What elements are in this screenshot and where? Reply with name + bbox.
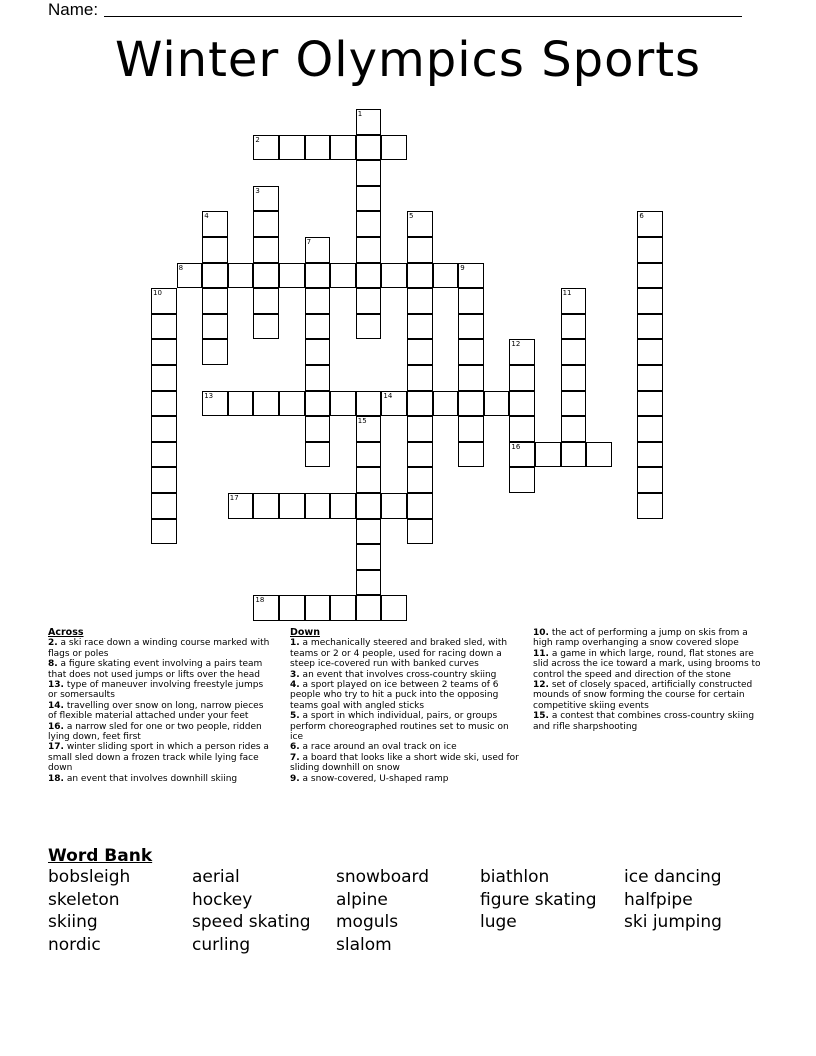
grid-cell[interactable] [151, 519, 177, 545]
grid-cell[interactable] [433, 263, 459, 289]
grid-cell[interactable] [561, 391, 587, 417]
grid-cell[interactable] [279, 595, 305, 621]
down-clues-continued [533, 628, 761, 732]
grid-cell[interactable] [305, 288, 331, 314]
down-clue-4: 4. a sport played on ice between 2 teams of 6 people who try to hit a puck into the opposing teams goal with angled sticks [290, 680, 499, 711]
down-clue-6: 6. a race around an oval track on ice [290, 742, 457, 753]
grid-number-2: 2 [255, 135, 260, 144]
word-bank-item: skeleton [48, 889, 120, 910]
grid-cell[interactable] [279, 135, 305, 161]
across-clue-17: 17. winter sliding sport in which a person rides a small sled down a frozen track while lying face down [48, 742, 269, 774]
word-bank-item: hockey [192, 889, 253, 910]
grid-cell[interactable] [407, 288, 433, 314]
grid-cell[interactable] [279, 391, 305, 417]
grid-cell[interactable] [356, 263, 382, 289]
grid-cell[interactable] [305, 135, 331, 161]
grid-cell[interactable] [407, 365, 433, 391]
word-bank-item: curling [192, 934, 251, 955]
grid-cell[interactable] [407, 493, 433, 519]
grid-number-14: 14 [383, 391, 393, 400]
grid-cell[interactable] [637, 416, 663, 442]
grid-cell[interactable] [151, 339, 177, 365]
word-bank-item: luge [480, 912, 517, 932]
word-bank-item: moguls [336, 912, 399, 932]
grid-cell[interactable] [356, 391, 382, 417]
grid-cell[interactable] [356, 544, 382, 570]
grid-cell[interactable] [586, 442, 612, 468]
grid-cell[interactable] [458, 442, 484, 468]
grid-cell[interactable] [458, 314, 484, 340]
grid-number-18: 18 [255, 596, 265, 605]
grid-cell[interactable] [330, 263, 356, 289]
grid-cell[interactable] [458, 339, 484, 365]
grid-cell[interactable] [356, 211, 382, 237]
grid-cell[interactable] [356, 160, 382, 186]
grid-cell[interactable] [561, 314, 587, 340]
grid-cell[interactable] [407, 237, 433, 263]
grid-number-5: 5 [409, 212, 414, 221]
across-clue-13: 13. type of maneuver involving freestyle jumps or somersaults [48, 680, 264, 701]
grid-cell[interactable] [356, 493, 382, 519]
grid-cell[interactable] [253, 288, 279, 314]
grid-cell[interactable] [202, 237, 228, 263]
grid-cell[interactable] [637, 237, 663, 263]
grid-cell[interactable] [279, 263, 305, 289]
grid-cell[interactable] [509, 467, 535, 493]
down-clue-15: 15. a contest that combines cross-country skiing and rifle sharpshooting [533, 711, 755, 732]
word-bank-item: slalom [336, 934, 392, 955]
grid-cell[interactable] [535, 442, 561, 468]
down-clue-1: 1. a mechanically steered and braked sled, with teams or 2 or 4 people, used for racing down a steep ice-covered run with banked curves [290, 638, 508, 670]
grid-cell[interactable] [407, 519, 433, 545]
grid-cell[interactable] [305, 365, 331, 391]
grid-cell[interactable] [637, 263, 663, 289]
grid-number-8: 8 [178, 263, 184, 272]
grid-cell[interactable] [151, 416, 177, 442]
grid-cell[interactable] [151, 391, 177, 417]
across-clue-2: 2. a ski race down a winding course marked with flags or poles [48, 638, 270, 659]
grid-cell[interactable] [458, 416, 484, 442]
grid-cell[interactable] [305, 442, 331, 468]
grid-number-10: 10 [153, 289, 162, 298]
grid-number-16: 16 [511, 442, 521, 451]
grid-cell[interactable] [151, 365, 177, 391]
grid-cell[interactable] [356, 442, 382, 468]
grid-cell[interactable] [637, 467, 663, 493]
grid-cell[interactable] [509, 416, 535, 442]
grid-cell[interactable] [151, 467, 177, 493]
grid-cell[interactable] [356, 186, 382, 212]
grid-cell[interactable] [356, 314, 382, 340]
grid-number-12: 12 [511, 340, 521, 349]
grid-number-1: 1 [357, 110, 363, 118]
word-bank-item: skiing [48, 912, 98, 932]
grid-cell[interactable] [356, 570, 382, 596]
grid-cell[interactable] [637, 493, 663, 519]
grid-cell[interactable] [407, 314, 433, 340]
grid-cell[interactable] [356, 467, 382, 493]
down-clues [290, 628, 522, 784]
across-header: Across [48, 627, 84, 638]
grid-cell[interactable] [509, 391, 535, 417]
grid-cell[interactable] [356, 595, 382, 621]
grid-cell[interactable] [305, 493, 331, 519]
grid-cell[interactable] [637, 314, 663, 340]
grid-number-15: 15 [357, 417, 367, 426]
word-bank-item: snowboard [336, 867, 430, 887]
word-bank-item: speed skating [192, 912, 311, 932]
grid-number-9: 9 [460, 263, 465, 272]
word-bank-item: alpine [336, 889, 388, 910]
across-clue-8: 8. a figure skating event involving a pairs team that does not used jumps or lifts over the head [48, 659, 263, 680]
grid-cell[interactable] [305, 595, 331, 621]
word-bank-item: ski jumping [624, 912, 722, 932]
grid-cell[interactable] [407, 263, 433, 289]
grid-cell[interactable] [228, 391, 254, 417]
across-clue-18: 18. an event that involves downhill skiing [48, 773, 238, 784]
down-clue-11: 11. a game in which large, round, flat stones are slid across the ice toward a mark, using brooms to control the speed and direction of the stone [533, 648, 761, 680]
grid-number-4: 4 [204, 212, 209, 221]
grid-cell[interactable] [279, 493, 305, 519]
grid-number-6: 6 [639, 212, 644, 221]
down-clue-12: 12. set of closely spaced, artificially constructed mounds of snow forming the course for certain competitive skiing events [533, 680, 753, 711]
down-clue-10: 10. the act of performing a jump on skis from a high ramp overhanging a snow covered slope [533, 628, 748, 649]
grid-cell[interactable] [407, 416, 433, 442]
down-clue-9: 9. a snow-covered, U-shaped ramp [290, 773, 449, 784]
grid-cell[interactable] [381, 493, 407, 519]
grid-cell[interactable] [637, 442, 663, 468]
grid-cell[interactable] [407, 391, 433, 417]
grid-cell[interactable] [305, 391, 331, 417]
grid-cell[interactable] [637, 391, 663, 417]
grid-cell[interactable] [202, 339, 228, 365]
grid-number-11: 11 [562, 289, 572, 298]
word-bank-item: figure skating [480, 889, 597, 910]
grid-cell[interactable] [305, 263, 331, 289]
word-bank-item: ice dancing [624, 867, 722, 887]
grid-cell[interactable] [509, 365, 535, 391]
page-title: Winter Olympics Sports [114, 32, 702, 88]
grid-cell[interactable] [305, 416, 331, 442]
grid-cell[interactable] [561, 339, 587, 365]
grid-cell[interactable] [330, 135, 356, 161]
word-bank-item: nordic [48, 934, 101, 955]
grid-cell[interactable] [381, 263, 407, 289]
grid-cell[interactable] [561, 442, 587, 468]
word-bank-item: aerial [192, 867, 240, 887]
grid-cell[interactable] [202, 263, 228, 289]
down-header: Down [290, 627, 320, 638]
name-label: Name: [48, 0, 99, 19]
grid-cell[interactable] [253, 314, 279, 340]
grid-number-17: 17 [229, 494, 239, 502]
grid-cell[interactable] [253, 391, 279, 417]
grid-cell[interactable] [561, 416, 587, 442]
grid-cell[interactable] [458, 288, 484, 314]
grid-cell[interactable] [330, 595, 356, 621]
grid-cell[interactable] [253, 263, 279, 289]
grid-cell[interactable] [151, 442, 177, 468]
across-clue-14: 14. travelling over snow on long, narrow pieces of flexible material attached under your feet [48, 700, 264, 722]
grid-cell[interactable] [151, 493, 177, 519]
grid-number-3: 3 [255, 186, 260, 195]
down-clue-5: 5. a sport in which individual, pairs, or groups perform choreographed routines set to music on ice [290, 711, 509, 743]
grid-cell[interactable] [637, 339, 663, 365]
word-bank [48, 867, 768, 957]
grid-cell[interactable] [253, 493, 279, 519]
grid-cell[interactable] [305, 314, 331, 340]
across-clue-16: 16. a narrow sled for one or two people, ridden lying down, feet first [48, 721, 262, 743]
grid-cell[interactable] [330, 391, 356, 417]
grid-cell[interactable] [356, 519, 382, 545]
down-clue-3: 3. an event that involves cross-country skiing [290, 669, 497, 680]
grid-cell[interactable] [381, 595, 407, 621]
grid-cell[interactable] [356, 135, 382, 161]
grid-cell[interactable] [202, 314, 228, 340]
grid-cell[interactable] [151, 314, 177, 340]
grid-cell[interactable] [637, 288, 663, 314]
grid-cell[interactable] [305, 339, 331, 365]
grid-cell[interactable] [356, 237, 382, 263]
grid-cell[interactable] [330, 493, 356, 519]
grid-cell[interactable] [458, 365, 484, 391]
grid-cell[interactable] [484, 391, 510, 417]
word-bank-item: bobsleigh [48, 867, 131, 887]
grid-cell[interactable] [561, 365, 587, 391]
grid-cell[interactable] [407, 442, 433, 468]
word-bank-title: Word Bank [48, 846, 153, 866]
grid-cell[interactable] [407, 339, 433, 365]
grid-cell[interactable] [458, 391, 484, 417]
grid-number-13: 13 [204, 391, 214, 400]
grid-cell[interactable] [407, 467, 433, 493]
word-bank-item: halfpipe [624, 889, 693, 910]
grid-cell[interactable] [381, 135, 407, 161]
grid-cell[interactable] [253, 237, 279, 263]
grid-cell[interactable] [433, 391, 459, 417]
word-bank-item: biathlon [480, 867, 550, 887]
grid-cell[interactable] [356, 288, 382, 314]
across-clues [48, 628, 270, 784]
down-clue-7: 7. a board that looks like a short wide ski, used for sliding downhill on snow [290, 752, 519, 774]
grid-cell[interactable] [637, 365, 663, 391]
grid-cell[interactable] [228, 263, 254, 289]
grid-cell[interactable] [253, 211, 279, 237]
grid-number-7: 7 [306, 238, 312, 246]
grid-cell[interactable] [202, 288, 228, 314]
